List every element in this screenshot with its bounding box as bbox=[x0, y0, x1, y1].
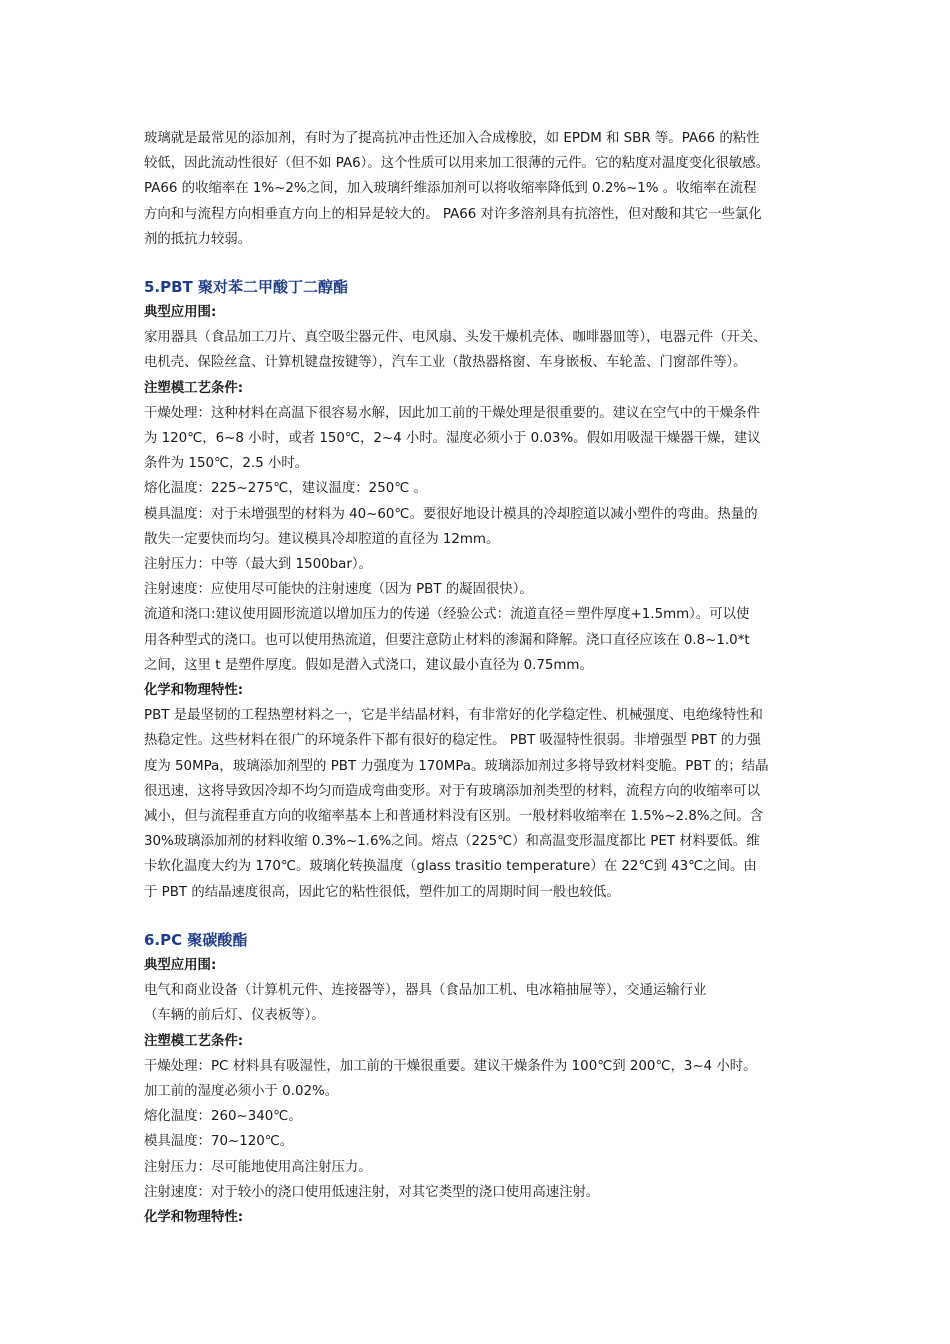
text-line: 于 PBT 的结晶速度很高，因此它的粘性很低，塑件加工的周期时间一般也较低。 bbox=[144, 884, 620, 900]
section-pbt bbox=[144, 274, 816, 905]
text-line: 干燥处理：这种材料在高温下很容易水解，因此加工前的干燥处理是很重要的。建议在空气中的干燥条件 bbox=[144, 405, 760, 421]
text-line: 较低，因此流动性很好（但不如 PA6）。这个性质可以用来加工很薄的元件。它的粘度对温度变化很敏感。 bbox=[144, 156, 770, 172]
text-line: 减小，但与流程垂直方向的收缩率基本上和普通材料没有区别。一般材料收缩率在 1.5%~2.8%之间。含 bbox=[144, 809, 764, 825]
text-line: 熔化温度：225~275℃，建议温度：250℃ 。 bbox=[144, 481, 427, 497]
subheading-applications: 典型应用围: bbox=[144, 957, 217, 973]
text-line: 玻璃就是最常见的添加剂，有时为了提高抗冲击性还加入合成橡胶，如 EPDM 和 SBR 等。PA66 的粘性 bbox=[144, 131, 760, 146]
text-line: 电气和商业设备（计算机元件、连接器等），器具（食品加工机、电冰箱抽屉等），交通运输行业 bbox=[144, 983, 707, 999]
text-line: 加工前的湿度必须小于 0.02%。 bbox=[144, 1083, 339, 1099]
subheading-chemistry: 化学和物理特性: bbox=[144, 1209, 244, 1225]
text-line: 注射速度：对于较小的浇口使用低速注射，对其它类型的浇口使用高速注射。 bbox=[144, 1184, 600, 1200]
text-line: 注射速度：应使用尽可能快的注射速度（因为 PBT 的凝固很快）。 bbox=[144, 582, 533, 598]
text-line: 散失一定要快而均匀。建议模具冷却腔道的直径为 12mm。 bbox=[144, 531, 500, 547]
subheading-applications: 典型应用围: bbox=[144, 305, 217, 321]
text-line: 注射压力：中等（最大到 1500bar）。 bbox=[144, 557, 372, 573]
text-line: 很迅速，这将导致因冷却不均匀而造成弯曲变形。对于有玻璃添加剂类型的材料，流程方向的收缩率可以 bbox=[144, 783, 760, 799]
intro-paragraph bbox=[144, 126, 816, 252]
text-line: 干燥处理：PC 材料具有吸湿性，加工前的干燥很重要。建议干燥条件为 100℃到 200℃，3~4 小时。 bbox=[144, 1058, 757, 1074]
subheading-chemistry: 化学和物理特性: bbox=[144, 683, 244, 699]
text-line: （车辆的前后灯、仪表板等）。 bbox=[144, 1008, 325, 1024]
text-line: 流道和浇口:建议使用圆形流道以增加压力的传递（经验公式：流道直径＝塑件厚度+1.5mm）。可以使 bbox=[144, 607, 750, 623]
text-line: PA66 的收缩率在 1%~2%之间，加入玻璃纤维添加剂可以将收缩率降低到 0.2%~1% 。收缩率在流程 bbox=[144, 181, 757, 197]
subheading-process: 注塑模工艺条件: bbox=[144, 380, 244, 396]
text-line: 之间，这里 t 是塑件厚度。假如是潜入式浇口，建议最小直径为 0.75mm。 bbox=[144, 657, 593, 673]
text-line: 为 120℃，6~8 小时，或者 150℃，2~4 小时。湿度必须小于 0.03%。假如用吸湿干燥器干燥，建议 bbox=[144, 431, 761, 447]
document-page bbox=[144, 126, 816, 1230]
section-heading: 6.PC 聚碳酸酯 bbox=[144, 930, 248, 949]
text-line: 卡软化温度大约为 170℃。玻璃化转换温度（glass trasitio temperature）在 22℃到 43℃之间。由 bbox=[144, 859, 757, 875]
text-line: 30%玻璃添加剂的材料收缩 0.3%~1.6%之间。熔点（225℃）和高温变形温度都比 PET 材料要低。维 bbox=[144, 834, 760, 850]
text-line: 注射压力：尽可能地使用高注射压力。 bbox=[144, 1159, 372, 1175]
text-line: 模具温度：对于未增强型的材料为 40~60℃。要很好地设计模具的冷却腔道以减小塑件的弯曲。热量的 bbox=[144, 506, 758, 522]
text-line: PBT 是最坚韧的工程热塑材料之一，它是半结晶材料，有非常好的化学稳定性、机械强度、电绝缘特性和 bbox=[144, 708, 763, 724]
text-line: 度为 50MPa，玻璃添加剂型的 PBT 力强度为 170MPa。玻璃添加剂过多将导致材料变脆。PBT 的；结晶 bbox=[144, 758, 769, 774]
text-line: 电机壳、保险丝盒、计算机键盘按键等），汽车工业（散热器格窗、车身嵌板、车轮盖、门窗部件等）。 bbox=[144, 355, 747, 371]
text-line: 方向和与流程方向相垂直方向上的相异是较大的。 PA66 对许多溶剂具有抗溶性，但对酸和其它一些氯化 bbox=[144, 206, 762, 222]
section-heading: 5.PBT 聚对苯二甲酸丁二醇酯 bbox=[144, 278, 349, 297]
text-line: 模具温度：70~120℃。 bbox=[144, 1134, 294, 1150]
text-line: 剂的抵抗力较弱。 bbox=[144, 231, 252, 247]
text-line: 热稳定性。这些材料在很广的环境条件下都有很好的稳定性。 PBT 吸湿特性很弱。非增强型 PBT 的力强 bbox=[144, 733, 761, 749]
text-line: 用各种型式的浇口。也可以使用热流道，但要注意防止材料的渗漏和降解。浇口直径应该在 0.8~1.0*t bbox=[144, 632, 750, 648]
section-pc bbox=[144, 927, 816, 1230]
subheading-process: 注塑模工艺条件: bbox=[144, 1033, 244, 1049]
text-line: 条件为 150℃，2.5 小时。 bbox=[144, 456, 309, 472]
text-line: 家用器具（食品加工刀片、真空吸尘器元件、电风扇、头发干燥机壳体、咖啡器皿等），电器元件（开关、 bbox=[144, 330, 767, 346]
text-line: 熔化温度：260~340℃。 bbox=[144, 1109, 302, 1125]
